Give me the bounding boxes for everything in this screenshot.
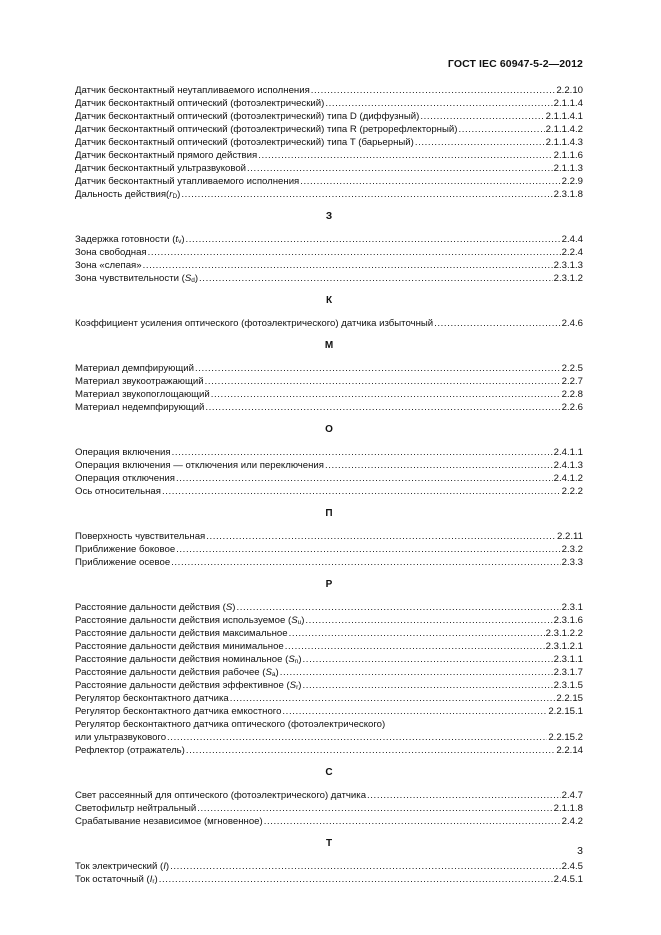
index-entry — [75, 627, 583, 640]
index-entry-ref: 2.2.15 — [556, 693, 583, 704]
index-entry-ref: 2.2.2 — [561, 486, 583, 497]
dot-leader — [199, 272, 553, 285]
index-letter-heading: Р — [325, 579, 333, 590]
index-letter-heading: Т — [325, 838, 333, 849]
index-entry-label: Материал недемпфирующий — [75, 402, 205, 413]
index-entry-subscript: u — [297, 619, 302, 626]
index-entry — [75, 731, 583, 744]
index-entry-ref: 2.1.1.6 — [553, 150, 583, 161]
index-entry-label: Светофильтр нейтральный — [75, 803, 197, 814]
index-entry-label: Дальность $действия(r_D)$ — [75, 189, 181, 200]
index-entry-ref: 2.2.10 — [556, 85, 583, 96]
dot-leader — [206, 530, 556, 543]
index-entry-subscript: v — [178, 238, 182, 245]
index-entry-ref: 2.4.5.1 — [553, 874, 583, 885]
index-entry-label: Материал звукоотражающий — [75, 376, 204, 387]
index-entry-ref: 2.2.14 — [556, 745, 583, 756]
index-entry — [75, 233, 583, 246]
index-entry-label: Ток электрический (I) — [75, 861, 170, 872]
index-entry — [75, 110, 583, 123]
dot-leader — [176, 472, 553, 485]
dot-leader — [258, 149, 552, 162]
index-entry-label: Приближение боковое — [75, 544, 176, 555]
index-entry — [75, 388, 583, 401]
page-number: 3 — [577, 845, 583, 857]
index-entry-ref: 2.2.15.2 — [548, 732, 583, 743]
index-entry-label: Датчик бесконтактный неутапливаемого исполнения — [75, 85, 310, 96]
index-entry-ref: 2.2.11 — [557, 531, 583, 542]
index-entry — [75, 679, 583, 692]
index-entry-ref: 2.3.1.1 — [553, 654, 583, 665]
index-entry-label: Регулятор бесконтактного датчика емкостного — [75, 706, 282, 717]
dot-leader — [264, 815, 561, 828]
index-entry-label: Датчик бесконтактный прямого действия — [75, 150, 258, 161]
index-letter-heading: П — [325, 508, 333, 519]
index-entry-label: Датчик бесконтактный оптический (фотоэлектрический) типа T (барьерный) — [75, 137, 414, 148]
index-entry — [75, 272, 583, 285]
index-entry-label: Датчик бесконтактный оптический (фотоэлектрический) — [75, 98, 325, 109]
index-entry — [75, 601, 583, 614]
index-entry-ref: 2.3.1.2.2 — [545, 628, 583, 639]
index-entry — [75, 653, 583, 666]
index-entry — [75, 530, 583, 543]
index-entry-ref: 2.2.4 — [561, 247, 583, 258]
index-entry-label: Поверхность чувствительная — [75, 531, 206, 542]
index-entry-ref: 2.4.7 — [561, 790, 583, 801]
index-entry-ref: 2.3.1.2.1 — [545, 641, 583, 652]
index-entry — [75, 815, 583, 828]
index-entry-ref: 2.3.2 — [561, 544, 583, 555]
index-entry-ref: 2.4.5 — [561, 861, 583, 872]
dot-leader — [181, 188, 552, 201]
index-entry — [75, 459, 583, 472]
index-entry-label: Зона свободная — [75, 247, 147, 258]
dot-leader — [148, 246, 561, 259]
dot-leader — [205, 401, 560, 414]
dot-leader — [434, 317, 561, 330]
index-letter-heading: З — [325, 211, 333, 222]
index-entry — [75, 136, 583, 149]
index-entry-label: Зона чувствительности $(S_d)$ — [75, 273, 199, 284]
index-entry-ref: 2.1.1.4.1 — [545, 111, 583, 122]
index-entry-label: Свет рассеянный для оптического (фотоэлектрического) датчика — [75, 790, 367, 801]
index-entry-ref: 2.2.9 — [561, 176, 583, 187]
index-entry-label: Расстояние дальности действия номинальное $(S_n)$ — [75, 654, 302, 665]
index-entry-label: Расстояние дальности действия максимальное — [75, 628, 288, 639]
index-entry-label: Расстояние дальности действия используемое $(S_u)$ — [75, 615, 305, 626]
dot-leader — [415, 136, 545, 149]
index-entry-label: Датчик бесконтактный оптический (фотоэлектрический) типа D (диффузный) — [75, 111, 420, 122]
index-entry-label: Операция включения — [75, 447, 171, 458]
index-entry-ref: 2.3.1.6 — [553, 615, 583, 626]
dot-leader — [172, 446, 553, 459]
index-entry-label: Расстояние дальности действия рабочее $(S_a)$ — [75, 667, 279, 678]
index-entry-ref: 2.2.8 — [561, 389, 583, 400]
index-entry — [75, 543, 583, 556]
index-entry-label: Задержка готовности $(t_v)$ — [75, 234, 185, 245]
dot-leader — [325, 459, 553, 472]
index-letter-heading: К — [325, 295, 333, 306]
document-header: ГОСТ IEC 60947-5-2—2012 — [447, 58, 583, 70]
index-entry — [75, 556, 583, 569]
index-entry-ref: 2.3.1 — [561, 602, 583, 613]
index-entry-ref: 2.1.1.8 — [553, 803, 583, 814]
dot-leader — [280, 666, 553, 679]
index-entry-ref: 2.4.4 — [561, 234, 583, 245]
dot-leader — [171, 556, 561, 569]
index-entry-label: Материал демпфирующий — [75, 363, 194, 374]
index-entry-label: Расстояние дальности действия эффективное $(S_r)$ — [75, 680, 302, 691]
dot-leader — [197, 802, 552, 815]
index-entry — [75, 188, 583, 201]
index-entry-ref: 2.3.1.7 — [553, 667, 583, 678]
index-entry — [75, 175, 583, 188]
index-entry-label: Срабатывание независимое (мгновенное) — [75, 816, 263, 827]
index-entry-ref: 2.2.15.1 — [548, 706, 583, 717]
index-entry-label: Материал звукопоглощающий — [75, 389, 210, 400]
index-entry-subscript: r — [152, 878, 155, 885]
index-letter-heading: М — [324, 340, 334, 351]
index-entry-ref: 2.1.1.4.2 — [545, 124, 583, 135]
dot-leader — [325, 97, 552, 110]
index-entry-ref: 2.3.1.3 — [553, 260, 583, 271]
dot-leader — [282, 705, 547, 718]
dot-leader — [458, 123, 544, 136]
dot-leader — [305, 614, 552, 627]
dot-leader — [186, 233, 561, 246]
index-entry — [75, 149, 583, 162]
index-entry — [75, 744, 583, 757]
dot-leader — [186, 744, 555, 757]
index-entry-label: или ультразвукового — [75, 732, 167, 743]
index-entry — [75, 446, 583, 459]
index-entry-ref: 2.1.1.4.3 — [545, 137, 583, 148]
index-entry-label: Расстояние дальности действия минимальное — [75, 641, 284, 652]
index-entry-ref: 2.2.6 — [561, 402, 583, 413]
index-entry-label: Ток остаточный $(I_r)$ — [75, 874, 158, 885]
index-entry — [75, 84, 583, 97]
index-entry — [75, 640, 583, 653]
index-entry-ref: 2.1.1.4 — [553, 98, 583, 109]
index-entry — [75, 692, 583, 705]
dot-leader — [367, 789, 561, 802]
index-entry-ref: 2.3.1.2 — [553, 273, 583, 284]
index-entry-ref: 2.4.6 — [561, 318, 583, 329]
dot-leader — [230, 692, 556, 705]
dot-leader — [285, 640, 545, 653]
index-entry — [75, 259, 583, 272]
index-entry-label: Датчик бесконтактный утапливаемого исполнения — [75, 176, 300, 187]
index-entry-label: Датчик бесконтактный ультразвуковой — [75, 163, 247, 174]
index-entry-label: Ось относительная — [75, 486, 161, 497]
index-entry-ref: 2.4.1.3 — [553, 460, 583, 471]
index-entry — [75, 401, 583, 414]
dot-leader — [162, 485, 561, 498]
dot-leader — [211, 388, 561, 401]
index-entry — [75, 860, 583, 873]
index-entry-ref: 2.3.1.8 — [553, 189, 583, 200]
dot-leader — [247, 162, 553, 175]
index-entry-label: Операция включения — отключения или переключения — [75, 460, 324, 471]
dot-leader — [205, 375, 561, 388]
dot-leader — [289, 627, 545, 640]
index-entry — [75, 789, 583, 802]
index-entry-label: Операция отключения — [75, 473, 175, 484]
index-entry — [75, 362, 583, 375]
dot-leader — [159, 873, 553, 886]
dot-leader — [170, 860, 561, 873]
index-entry-subscript: d — [191, 277, 195, 284]
dot-leader — [311, 84, 556, 97]
dot-leader — [420, 110, 544, 123]
index-entry-label: Регулятор бесконтактного датчика оптического (фотоэлектрического) — [75, 719, 386, 730]
dot-leader — [236, 601, 560, 614]
index-entry — [75, 705, 583, 718]
index-entry — [75, 123, 583, 136]
index-entry-ref: 2.2.5 — [561, 363, 583, 374]
index-entry-ref: 2.3.3 — [561, 557, 583, 568]
index-entry-subscript: D — [172, 193, 178, 200]
dot-leader — [176, 543, 561, 556]
index-entry-label: Зона «слепая» — [75, 260, 142, 271]
index-letter-heading: С — [325, 767, 333, 778]
index-entry-label: Датчик бесконтактный оптический (фотоэлектрический) типа R (ретрорефлекторный) — [75, 124, 458, 135]
index-entry-subscript: a — [271, 671, 276, 678]
index-entry-ref: 2.4.1.1 — [553, 447, 583, 458]
index-entry — [75, 162, 583, 175]
dot-leader — [303, 653, 553, 666]
index-entry-ref: 2.1.1.3 — [553, 163, 583, 174]
index-entry-subscript: r — [296, 684, 299, 691]
index-entry — [75, 472, 583, 485]
dot-leader — [143, 259, 553, 272]
index-entry-ref: 2.3.1.5 — [553, 680, 583, 691]
dot-leader — [302, 679, 552, 692]
index-entry-label: Регулятор бесконтактного датчика — [75, 693, 229, 704]
index-entry-label: Приближение осевое — [75, 557, 171, 568]
index-entry — [75, 317, 583, 330]
index-entry-ref: 2.4.1.2 — [553, 473, 583, 484]
index-entry-ref: 2.4.2 — [561, 816, 583, 827]
dot-leader — [195, 362, 561, 375]
index-entry-label: Расстояние дальности действия (S) — [75, 602, 236, 613]
index-entry-subscript: n — [294, 658, 299, 665]
index-entry — [75, 485, 583, 498]
index-entry — [75, 666, 583, 679]
dot-leader — [300, 175, 560, 188]
index-entry — [75, 97, 583, 110]
index-entry — [75, 246, 583, 259]
index-entry — [75, 802, 583, 815]
index-content — [75, 84, 583, 886]
index-entry — [75, 614, 583, 627]
index-letter-heading: О — [325, 424, 333, 435]
index-entry-ref: 2.2.7 — [561, 376, 583, 387]
index-entry — [75, 873, 583, 886]
index-entry — [75, 375, 583, 388]
index-entry-label: Коэффициент усиления оптического (фотоэлектрического) датчика избыточный — [75, 318, 434, 329]
index-entry-label: Рефлектор (отражатель) — [75, 745, 185, 756]
dot-leader — [167, 731, 547, 744]
